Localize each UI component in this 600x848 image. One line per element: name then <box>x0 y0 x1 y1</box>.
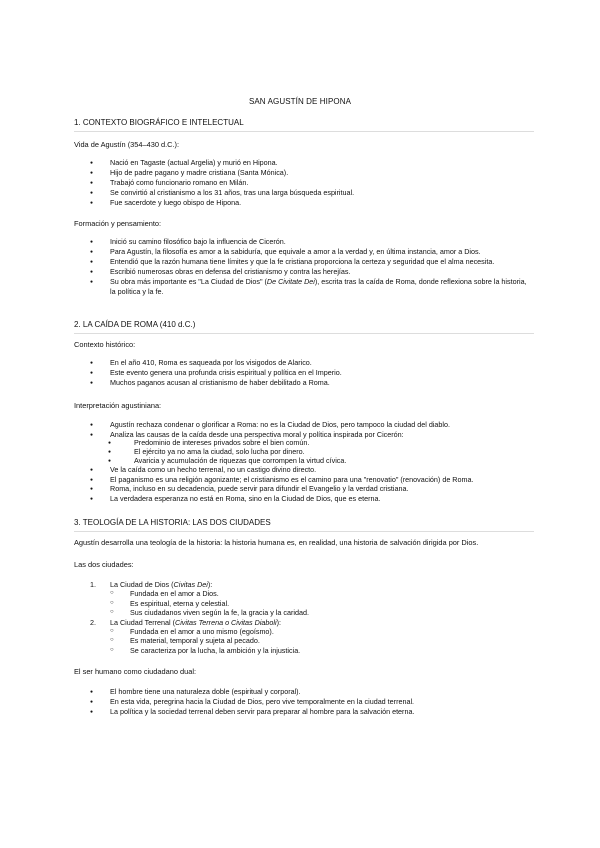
contexto-label: Contexto histórico: <box>74 340 136 349</box>
ciudadano-dual-list <box>90 687 530 717</box>
list-item: ● Analiza las causas de la caída desde una perspectiva moral y política inspirada por Cicerón: <box>90 430 530 440</box>
list-item: ● Trabajó como funcionario romano en Milán. <box>90 178 530 188</box>
list-item: ● El hombre tiene una naturaleza doble (espiritual y corporal). <box>90 687 530 697</box>
sub-list-item: ● Avaricia y acumulación de riquezas que corrompen la virtud cívica. <box>108 456 530 465</box>
section-2-heading: 2. LA CAÍDA DE ROMA (410 d.C.) <box>74 320 196 329</box>
interpretacion-list-cont <box>90 465 530 503</box>
list-item: ● Se convirtió al cristianismo a los 31 años, tras una larga búsqueda espiritual. <box>90 188 530 198</box>
list-item: ● Escribió numerosas obras en defensa del cristianismo y contra las herejías. <box>90 267 530 277</box>
sub-list-item: ○ Fundada en el amor a uno mismo (egoísmo). <box>110 627 530 636</box>
formacion-label: Formación y pensamiento: <box>74 219 162 228</box>
list-item: ● Hijo de padre pagano y madre cristiana (Santa Mónica). <box>90 168 530 178</box>
list-item: ● El paganismo es una religión agonizante; el cristianismo es el camino para una "renovatio" (renovación) de Roma. <box>90 475 530 485</box>
list-item: ● En esta vida, peregrina hacia la Ciudad de Dios, pero vive temporalmente en la ciudad terrenal. <box>90 697 530 707</box>
ciudadano-dual-label: El ser humano como ciudadano dual: <box>74 667 197 676</box>
vida-label: Vida de Agustín (354–430 d.C.): <box>74 140 180 149</box>
list-item: ● Inició su camino filosófico bajo la influencia de Cicerón. <box>90 237 530 247</box>
sub-list-item: ○ Se caracteriza por la lucha, la ambición y la injusticia. <box>110 646 530 655</box>
contexto-list <box>90 358 530 388</box>
list-item: ● Este evento genera una profunda crisis espiritual y política en el Imperio. <box>90 368 530 378</box>
causas-sublist <box>90 438 530 465</box>
interpretacion-label: Interpretación agustiniana: <box>74 401 162 410</box>
sub-list-item: ● El ejército ya no ama la ciudad, solo lucha por dinero. <box>108 447 530 456</box>
sub-list-item: ○ Es espiritual, eterna y celestial. <box>110 599 530 608</box>
ciudad-dios-label: La Ciudad de Dios (Civitas Dei): <box>110 580 213 589</box>
formacion-list <box>90 237 530 297</box>
list-item: ● Nació en Tagaste (actual Argelia) y murió en Hipona. <box>90 158 530 168</box>
teologia-intro: Agustín desarrolla una teología de la historia: la historia humana es, en realidad, una historia de salvación dirigida por Dios. <box>74 538 479 547</box>
list-item: ● Entendió que la razón humana tiene límites y que la fe cristiana proporciona la certeza y seguridad que el alma necesita. <box>90 257 530 267</box>
dos-ciudades-label: Las dos ciudades: <box>74 560 134 569</box>
document-title: SAN AGUSTÍN DE HIPONA <box>248 97 352 106</box>
list-item: ● Ve la caída como un hecho terrenal, no un castigo divino directo. <box>90 465 530 475</box>
list-item: ● Para Agustín, la filosofía es amor a la sabiduría, que equivale a amor a la verdad y, en última instancia, amor a Dios. <box>90 247 530 257</box>
list-item: ● Muchos paganos acusan al cristianismo de haber debilitado a Roma. <box>90 378 530 388</box>
list-item: ● Agustín rechaza condenar o glorificar a Roma: no es la Ciudad de Dios, pero tampoco la ciudad del diablo. <box>90 420 530 430</box>
ciudad-terrenal-sublist <box>110 627 530 655</box>
section-1-heading: 1. CONTEXTO BIOGRÁFICO E INTELECTUAL <box>74 118 244 127</box>
sub-list-item: ○ Sus ciudadanos viven según la fe, la gracia y la caridad. <box>110 608 530 617</box>
list-item: ● La verdadera esperanza no está en Roma, sino en la Ciudad de Dios, que es eterna. <box>90 494 530 504</box>
sub-list-item: ○ Es material, temporal y sujeta al pecado. <box>110 636 530 645</box>
sub-list-item: ● Predominio de intereses privados sobre el bien común. <box>108 438 530 447</box>
ciudad-dios-item <box>90 580 530 618</box>
ciudades-list <box>90 580 530 655</box>
item-number: 1. <box>90 580 96 589</box>
item-number: 2. <box>90 617 96 627</box>
vida-list <box>90 158 530 208</box>
list-item: ● Fue sacerdote y luego obispo de Hipona. <box>90 198 530 208</box>
list-item: ● La política y la sociedad terrenal deben servir para preparar al hombre para la salvación eterna. <box>90 707 530 717</box>
list-item: ● Su obra más importante es "La Ciudad de Dios" (De Civitate Dei), escrita tras la caída de Roma, donde reflexiona sobre la historia, la política y la fe. <box>90 277 530 297</box>
interpretacion-list <box>90 420 530 440</box>
list-item: ● En el año 410, Roma es saqueada por los visigodos de Alarico. <box>90 358 530 368</box>
section-2-divider <box>74 333 534 334</box>
sub-list-item: ○ Fundada en el amor a Dios. <box>110 589 530 598</box>
list-item: ● Roma, incluso en su decadencia, puede servir para difundir el Evangelio y la verdad cristiana. <box>90 484 530 494</box>
section-3-heading: 3. TEOLOGÍA DE LA HISTORIA: LAS DOS CIUDADES <box>74 518 271 527</box>
ciudad-dios-sublist <box>110 589 530 617</box>
ciudad-terrenal-label: La Ciudad Terrenal (Civitas Terrena o Civitas Diaboli): <box>110 617 281 627</box>
ciudad-terrenal-item <box>90 618 530 656</box>
section-3-divider <box>74 531 534 532</box>
section-1-divider <box>74 131 534 132</box>
